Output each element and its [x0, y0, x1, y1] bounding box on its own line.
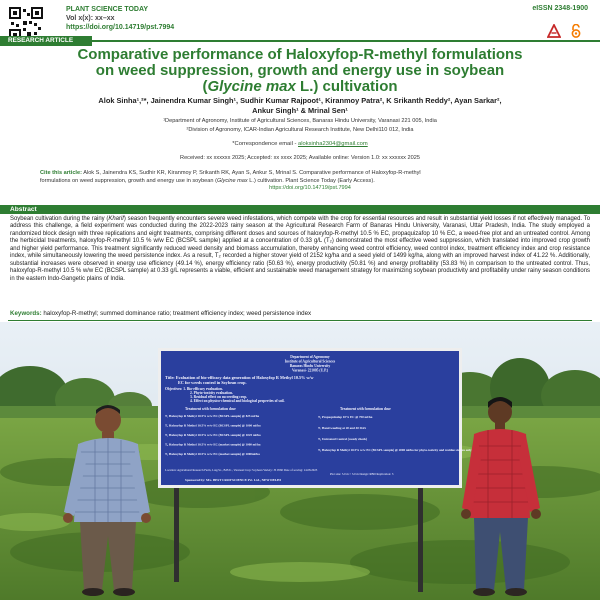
board-footer-2: Plot size: 5.0 m × 3.0 m Design: RBD Replication: 3 [330, 472, 394, 476]
board-column-right: Treatment with formulation dose [340, 407, 391, 411]
section-rule [92, 40, 600, 42]
board-header-3: Banaras Hindu University [289, 364, 331, 368]
board-left-row-1: T₁ Haloxyfop R Methyl 10.5% w/w EC (BCSPL sample) @ 825 ml/ha [165, 414, 260, 418]
abstract-part-1: Soybean cultivation during the rainy ( [10, 216, 109, 222]
board-objectives: Objectives: 1. Bio-efficacy evaluation. [165, 387, 223, 391]
title-line-1: Comparative performance of Haloxyfop-R-methyl formulations [77, 46, 523, 63]
title-species: Glycine max [207, 78, 296, 95]
board-left-row-4: T₄ Haloxyfop R Methyl 10.5% w/w EC (market sample) @ 1000 ml/ha [165, 442, 261, 447]
cite-line-3 [40, 185, 580, 193]
board-left-row-5: T₅ Haloxyfop R Methyl 10.5% w/w EC (market sample) @ 1000ml/ha [165, 452, 260, 456]
board-column-left: Treatment with formulation dose [185, 407, 236, 411]
board-right-row-1: T₆ Propaquizafop 10% EC @ 750 ml/ha [318, 415, 373, 419]
cite-text-3: L.) cultivation. Plant Science Today (Early Access). [247, 177, 375, 184]
cite-species: Glycine max [216, 177, 248, 184]
board-title-1: Title: Evaluation of bio-efficacy data generation of Haloxyfop R Methyl 10.5% w/w [165, 375, 314, 380]
abstract-body [10, 216, 590, 283]
board-header-1: Department of Agronomy [290, 355, 330, 359]
author-list [10, 96, 590, 116]
received-dates: Received: xx xxxxxx 2025; Accepted: xx xxxx 2025; Available online: Version 1.0: xx xxxxxx 2025 [180, 155, 420, 161]
title-open-paren: ( [202, 78, 208, 95]
doi-link[interactable]: https://doi.org/10.14719/pst.7994 [66, 24, 175, 31]
cite-label: Cite this article: [40, 170, 82, 176]
board-right-row-2: T₇ Hand weeding at 20 and 40 DAS [318, 426, 366, 430]
board-left-row-3: T₃ Haloxyfop R Methyl 10.5% w/w EC (BCSPL sample) @ 1025 ml/ha [165, 433, 261, 437]
section-bar [0, 36, 600, 46]
affiliation-2: ²Division of Agronomy, ICAR-Indian Agricultural Research Institute, New Delhi110 012, India [186, 126, 414, 133]
abstract-kharif: Kharif [108, 216, 124, 222]
keywords-text: haloxyfop-R-methyl; summed dominance ratio; treatment efficiency index; weed persistence index [41, 310, 312, 317]
article-title [10, 47, 590, 95]
affiliation-1: ¹Department of Agronomy, Institute of Agricultural Sciences, Banaras Hindu University, Varanasi 221 005, India [163, 118, 437, 124]
board-title-2: EC for weeds control in Soybean crop. [178, 380, 247, 385]
correspondence-email[interactable]: aloksinha2304@gmail.com [298, 141, 368, 147]
board-objective-3: 3. Residual effect on succeeding crop. [190, 395, 248, 399]
board-right-row-4: T₉ Haloxyfop R Methyl 10.5% w/w EC (BCSPL sample) @ 2000 ml/ha for phyto-toxicity and residue studies only [318, 448, 472, 452]
affiliations [10, 117, 590, 134]
journal-name: PLANT SCIENCE TODAY [66, 6, 149, 13]
cite-text-1: Alok S, Jainendra KS, Sudhir KR, Kiranmoy P, Srikanth RK, Ayan S, Ankur S, Mrinal S. Comparative performance of Haloxyfop-R-methyl [81, 170, 421, 176]
correspondence-label: *Correspondence email - [232, 141, 299, 147]
authors-line-2: Ankur Singh¹ & Mrinal Sen¹ [252, 106, 348, 115]
volume-issue: Vol x(x): xx–xx [66, 15, 115, 22]
board-header-2: Institute of Agricultural Sciences [284, 359, 336, 364]
keywords-line [10, 310, 590, 317]
abstract-part-2: ) season frequently encounters severe weed infestations, which compete with the crop for essential resources and result in substantial yield losses if not effectively managed. To address this challenge, a field experiment was conducted during the 2022-2023 rainy season at the Agricultural Research Farm of Banaras Hindu University, Varanasi, Uttar Pradesh, India. The study employed a randomized block design with three replications and eight treatments, comprising different doses and sources of haloxyfop-R-methyl 10.5 % EC, propaquizafop 10 % EC, a weed-free plot and an untreated control. Among the herbicidal treatments, haloxyfop-R-methyl 10.5 % w/w EC (BCSPL sample) applied at a concentration of 0.33 g/L (T₂) demonstrated the most effective weed suppression, which translated into improved crop growth and higher yield performance. This treatment significantly reduced weed density and biomass accumulation, thereby enhancing weed control efficiency, weed control index, treatment efficiency index and crop resistance index, while simultaneously lowering the weed persistence index. As a result, T₂ recorded a higher stover yield of 2152 kg/ha and a seed yield of 1499 kg/ha, along with an improved harvest index of 41.22 %. Additionally, substantial increases were observed in energy use efficiency (49.14 %), energy efficiency ratio (50.63 %), energy productivity (50.81 %) and energy profitability (53.83 %) in comparison to the untreated control. Thus, haloxyfop-R-methyl 10.5 % w/w EC (BCSPL sample) at 0.33 g/L represents a viable, efficient and sustainable weed management strategy for maximizing soybean productivity and profitability under rainy season conditions in the eastern Indo-Gangetic plains of India. [10, 216, 590, 282]
correspondence [10, 141, 590, 147]
board-header-4: Varanasi- 221005 (U.P.) [291, 368, 329, 373]
issn-label: eISSN 2348-1900 [532, 5, 588, 12]
journal-masthead [66, 5, 174, 32]
cite-doi-link[interactable]: https://doi.org/10.14719/pst.7994 [269, 185, 351, 192]
board-left-row-2: T₂ Haloxyfop R Methyl 10.5% w/w EC (BCSPL sample) @ 1000 ml/ha [165, 423, 261, 428]
title-line-3 [10, 79, 590, 95]
board-footer-1: Location: Agricultural Research Farm, I.Ag.Sc., B.H.U., Varanasi Crop: Soybean Variety: JS 9560 Date of sowing: 14.08.2023 [165, 468, 318, 472]
board-objective-2: 2. Phyto-toxicity evaluation. [190, 391, 233, 395]
authors-line-1: Alok Sinha¹,²*, Jainendra Kumar Singh¹, Sudhir Kumar Rajpoot¹, Kiranmoy Patra², K Srikanth Reddy², Ayan Sarkar², [98, 96, 502, 105]
abstract-heading: Abstract [0, 205, 600, 214]
field-photo [0, 322, 600, 600]
board-objective-4: 4. Effect on physico-chemical and biological properties of soil. [190, 399, 285, 403]
citation-block [40, 170, 580, 193]
cite-text-2: formulations on weed suppression, growth and energy use in soybean ( [40, 177, 217, 184]
board-sponsor: Sponsored by: M/s. BEST CROP SCIENCE Pvt. Ltd., NEW DELHI [185, 478, 281, 482]
keywords-rule [8, 320, 592, 321]
title-tail: L.) cultivation [295, 78, 398, 95]
title-line-2: on weed suppression, growth and energy use in soybean [95, 62, 505, 79]
cite-line-1 [40, 170, 580, 178]
cite-line-2 [40, 178, 580, 186]
board-right-row-3: T₈ Untreated Control (weedy check) [318, 437, 367, 441]
section-label: RESEARCH ARTICLE [0, 36, 92, 46]
keywords-label: Keywords: [10, 310, 42, 317]
